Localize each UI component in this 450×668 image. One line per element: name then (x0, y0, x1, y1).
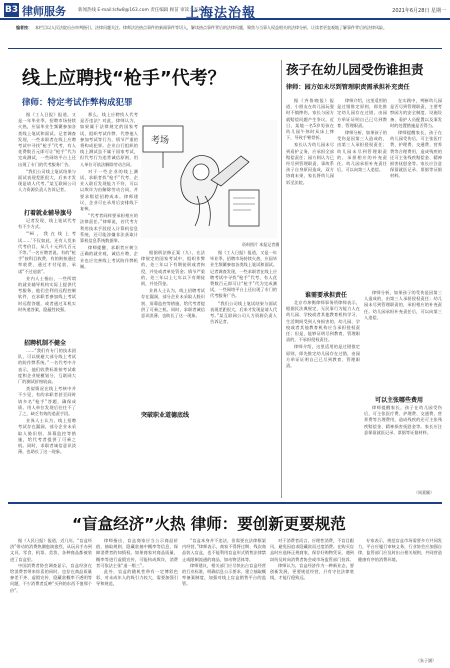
article1-subhead: 律师：特定考试作弊构成犯罪 (22, 98, 133, 108)
paragraph: 业界人士认为，线上招聘考试存在漏洞，部分企业未采取人脸识别、屏幕监控等措施，给代考者提供了可乘之机。同时，求职者诚信意识淡薄，也助长了这一现象。 (18, 418, 76, 455)
newspaper-name: 上海法治報 (186, 6, 257, 21)
editor-note-label: 编者按： (16, 25, 32, 30)
bottom-divider (8, 502, 442, 504)
column-divider (281, 60, 282, 498)
paragraph: 对于消费者而言，应理性消费，不盲目跟风，避免因追求隐藏款而过度消费。在购买盲盒时应选择正规商家，保存好购物凭证，遇到纠纷及时向消费者协会或市场监管部门投诉。 (270, 538, 354, 562)
paragraph: 律师指出，盲盒商家应当公示商品价值、抽取规则、隐藏款抽中概率等信息，保障消费者的知情权。如果商家对商品质量、概率等进行虚假宣传，可能构成欺诈，消费者可依法主张“退一赔三”。 (96, 538, 178, 568)
article3-headline: “盲盒经济”火热 律师：要创新更要规范 (72, 515, 346, 533)
paragraph: 专家表示，规范盲盒市场需要多方共同发力，平台应履行审核义务，行业协会应加强自律，监管部门应及时出台相关规则，共同营造健康有序的消费环境。 (358, 538, 442, 562)
paragraph: 业内人士指出，一些所谓的就业辅导机构实际上提供代考服务，他们会利用远程控制软件，在求职者参加线上考试时远程答题，或者通过耳机实时传递答案，隐蔽性较强。 (18, 275, 76, 312)
paragraph: “我们公司线上笔试结果与面试表现差距很大，后来才发现是请人代考。”某互联网公司人力资源负责人告诉记者。 (18, 168, 76, 193)
cartoon-illustration (141, 120, 277, 238)
editor-note (16, 25, 434, 31)
cartoon-drawing (141, 120, 277, 238)
top-divider (8, 48, 442, 49)
paragraph: 律师认为，盲盒经济作为一种新业态，要创新发展，更要规范经营，只有守住法律底线，才能行稳致远。 (270, 562, 354, 581)
paragraph: 根据刑法修正案（九），在法律规定的国家考试中，组织作弊的，处三年以下有期徒刑或者拘役，并处或者单处罚金；情节严重的，处三年以上七年以下有期徒刑，并处罚金。 (141, 250, 205, 287)
paragraph: 律师提醒，求职者应树立正确的就业观，诚信应聘，企业也应完善线上考试防作弊机制。 (80, 245, 138, 269)
article1-headline: 线上应聘找“枪手”代考？ (22, 68, 226, 89)
article2-column-1 (286, 98, 334, 284)
news-hotline: 新闻热线 E-mail:lsfw8@163.com 责任编辑 顾苗 审读：李莉 (78, 8, 203, 13)
article3-column-5 (358, 538, 442, 658)
article2-byline: （周嘉颖） (414, 490, 434, 495)
article1-section-heading-3: 突破职业道德底线 (141, 412, 190, 419)
masthead (0, 0, 450, 20)
paragraph: 此外，盲盒的随机性带有一定博彩色彩，对未成年人的吸引力较大，需要加强引导和规范。 (96, 569, 178, 587)
paragraph: 律师介绍，这里适用的是过错推定原则，即先推定幼儿园存在过错，由园方举证证明自己已尽到教育、管理职责。 (337, 98, 387, 128)
section-name: 律师服务 (22, 5, 66, 18)
paragraph: 记者发现，线上笔试代考有不少方式。 (18, 218, 76, 230)
article3-column-4 (270, 538, 354, 666)
paragraph: 据《齐鲁晚报》报道，小朋友在幼儿园玩耍时不慎摔伤，家长与园方就赔偿问题产生争议。近日，某地一名5岁男孩在幼儿园午休时从床上摔下，导致手臂骨折。 (286, 98, 334, 141)
article2-subhead: 律师：园方如未尽到管理职责需承担补充责任 (286, 84, 410, 91)
article3-column-2 (96, 538, 178, 666)
article2-column-4 (286, 300, 360, 498)
article3-byline: （朱子涵） (416, 658, 436, 663)
paragraph: “盲盒本身并不违法，但需要在法律框架内经营。”律师表示，商家不得将过期、残次商品装入盲盒，也不能利用盲盒形式销售法律禁止或限制流通的商品，如动物活体等。 (182, 538, 266, 562)
paragraph: “代考者同样要承担相应的法律责任。”律师说，若代考方利用技术手段侵入计算机信息系统，还可能涉嫌非法获取计算机信息系统数据罪。 (80, 213, 138, 244)
article2-column-5 (364, 290, 442, 390)
paragraph: 律师分析，如果孩子的受伤是因第三人造成的，由第三人承担侵权责任；幼儿园未尽到管理职责的，承担相应的补充责任。幼儿园承担补充责任后，可以向第三人追偿。 (364, 290, 442, 320)
paragraph: 律师提醒家长，孩子在幼儿园受伤后，可主张医疗费、护理费、交通费、营养费等合理费用，造成残疾的还可主张残疾赔偿金、精神损害抚慰金等。家长应注意保留就医记录、票据等证据材料。 (364, 405, 442, 435)
article1-column-3 (141, 250, 205, 498)
paragraph: 律师分析，如果孩子的受伤是因第三人造成的，由第三人承担侵权责任；幼儿园未尽到管理职责的，承担相应的补充责任。幼儿园承担补充责任后，可以向第三人追偿。 (337, 130, 387, 173)
photo-credit: 资料图片 本报记者摄 (242, 242, 280, 247)
article2-section-heading-2: 可以主张哪些费用 (375, 397, 424, 404)
paragraph: 类似情况在线上考核中并不少见，有的求职者甚至同时请多名“枪手”答题，确保成绩。用人单位发现后往往不了了之，缺乏有效的追责手段。 (18, 386, 76, 417)
article2-column-3 (390, 98, 442, 284)
article1-column-1 (18, 112, 76, 204)
paragraph: 律师提醒家长，孩子在幼儿园受伤后，可主张医疗费、护理费、交通费、营养费等合理费用，造成残疾的还可主张残疾赔偿金、精神损害抚慰金等。家长应注意保留就医记录、票据等证据材料。 (390, 130, 442, 179)
exam-room-sign: 考场 (151, 136, 170, 146)
article3-column-3 (182, 538, 266, 666)
article2-section-heading-1: 谁需要承担责任 (305, 292, 348, 299)
article1-column-1c (18, 348, 76, 498)
page-number: B3 (4, 5, 19, 15)
article1-column-4 (210, 250, 277, 498)
issue-date: 2021年6月28日 星期一 (392, 8, 446, 14)
paragraph: 在实践中，判断幼儿园是否尽到管理职责，主要考察园方的安全制度、设施设备、看护人员配置以及事发时的处置措施是否得当。 (390, 98, 442, 128)
paragraph: 据《工人日报》报道，又是一年毕业季，招聘市场持续火热，应届毕业生频繁参加各类线上笔试和面试。记者调查发现，一些求职者在线上应聘考试中寻找“枪手”代考，有人花费数百元即可让“枪手”代为完成测试，一些网络平台上还出现了专门的代考服务广告。 (210, 250, 277, 299)
paragraph: “‘Hi，我在线上考试……’不仅如此，还有人发来代考价目，从几十元到几百元不等。”一名应聘者说。有的“枪手”按科目收费，有的则按通过率收费，通过才付尾款，承诺“不过退款”。 (18, 231, 76, 274)
article1-column-1b (18, 218, 76, 334)
paragraph: 据《人民日报》报道，近几年，“盲盒经济”带动的消费热潮愈演愈烈，从玩具手办到文具、零食、机票、美妆，各种商品都被装进了盲盒里。 (10, 538, 92, 562)
paragraph: 对于一些企业的线上测试，求职者找“枪手”代考，企业入职后发现能力不符，可以以欺诈为由解除劳动合同，并要求赔偿招聘成本。律师建议，企业可在录用后安排线下复核。 (80, 168, 138, 212)
paragraph: 律师介绍，这里适用的是过错推定原则，即先推定幼儿园存在过错，由园方举证证明自己已尽到教育、管理职责。 (286, 344, 360, 369)
article1-column-2 (80, 112, 138, 498)
paragraph: ……“我们有专门的技术团队，可以规避大部分线上考试的防作弊系统。”一名代考中介表示，他们收费标准按考试难度和企业规模划分，互联网大厂的测试价格较高。 (18, 348, 76, 385)
paragraph: 据《工人日报》报道，又是一年毕业季，招聘市场持续火热，应届毕业生频繁参加各类线上笔试和面试。记者调查发现，一些求职者在线上应聘考试中寻找“枪手”代考，有人花费数百元即可让“枪手”代为完成测试，一些网络平台上还出现了专门的代考服务广告。 (18, 112, 76, 167)
paragraph: 业界人士认为，线上招聘考试存在漏洞，部分企业未采取人脸识别、屏幕监控等措施，给代考者提供了可乘之机。同时，求职者诚信意识淡薄，也助长了这一现象。 (141, 288, 205, 319)
article2-column-2 (337, 98, 387, 284)
article1-section-heading-1: 打着就业辅导旗号 (24, 210, 73, 217)
paragraph: 家长认为幼儿园未尽到看护义务，应承担全部赔偿责任；园方则认为已经尽到管理职责，事故系孩子自身原因造成，双方协商未果，家长将幼儿园诉至法院。 (286, 142, 334, 185)
paragraph: “我们公司线上笔试结果与面试表现差距很大，后来才发现是请人代考。”某互联网公司人力资源负责人告诉记者。 (210, 300, 277, 325)
article1-section-heading-2: 招聘机制不健全 (24, 340, 67, 347)
article2-column-6 (364, 405, 442, 491)
paragraph: 北京市炜衡律师事务所律师表示，根据民法典规定，无民事行为能力人在幼儿园、学校或者其他教育机构学习、生活期间受到人身损害的，幼儿园、学校或者其他教育机构应当承担侵权责任；但是，能够证明尽到教育、管理职责的，不承担侵权责任。 (286, 300, 360, 343)
paragraph: 律师建议，相关部门应尽快出台盲盒经营的行业标准，明确信息公示要求，建立抽取概率备案制度，加强对线上盲盒销售平台的监管。 (182, 562, 266, 587)
paragraph: 中国消费者协会调查显示，盲盒经济在给消费者带来惊喜的同时，也存在商品质量参差不齐、虚假宣传、隐藏款概率不透明等问题，不少消费者反映“买到的东西不值那个价”。 (10, 562, 92, 593)
paragraph: 那么，线上应聘找人代考是否违法？对此，律师认为，如果属于法律规定的国家考试，组织考试作弊、代替他人参加考试等行为，情节严重的将构成犯罪。企业自行组织的线上测试虽不属于国家考试，但代考行为违背诚信原则，用人单位可依法解除劳动合同。 (80, 112, 138, 167)
article3-column-1 (10, 538, 92, 666)
editor-note-text: 本栏目以人民法院出台审判指引、法律问题关注、律师法治热点事件的新闻事件等切入，解读热点事件背后的法律问题，聚焦与当事人权益相关的法律分析，让读者更直观地了解事件背后的法律风险。 (35, 25, 387, 30)
article2-headline: 孩子在幼儿园受伤谁担责 (286, 62, 424, 77)
